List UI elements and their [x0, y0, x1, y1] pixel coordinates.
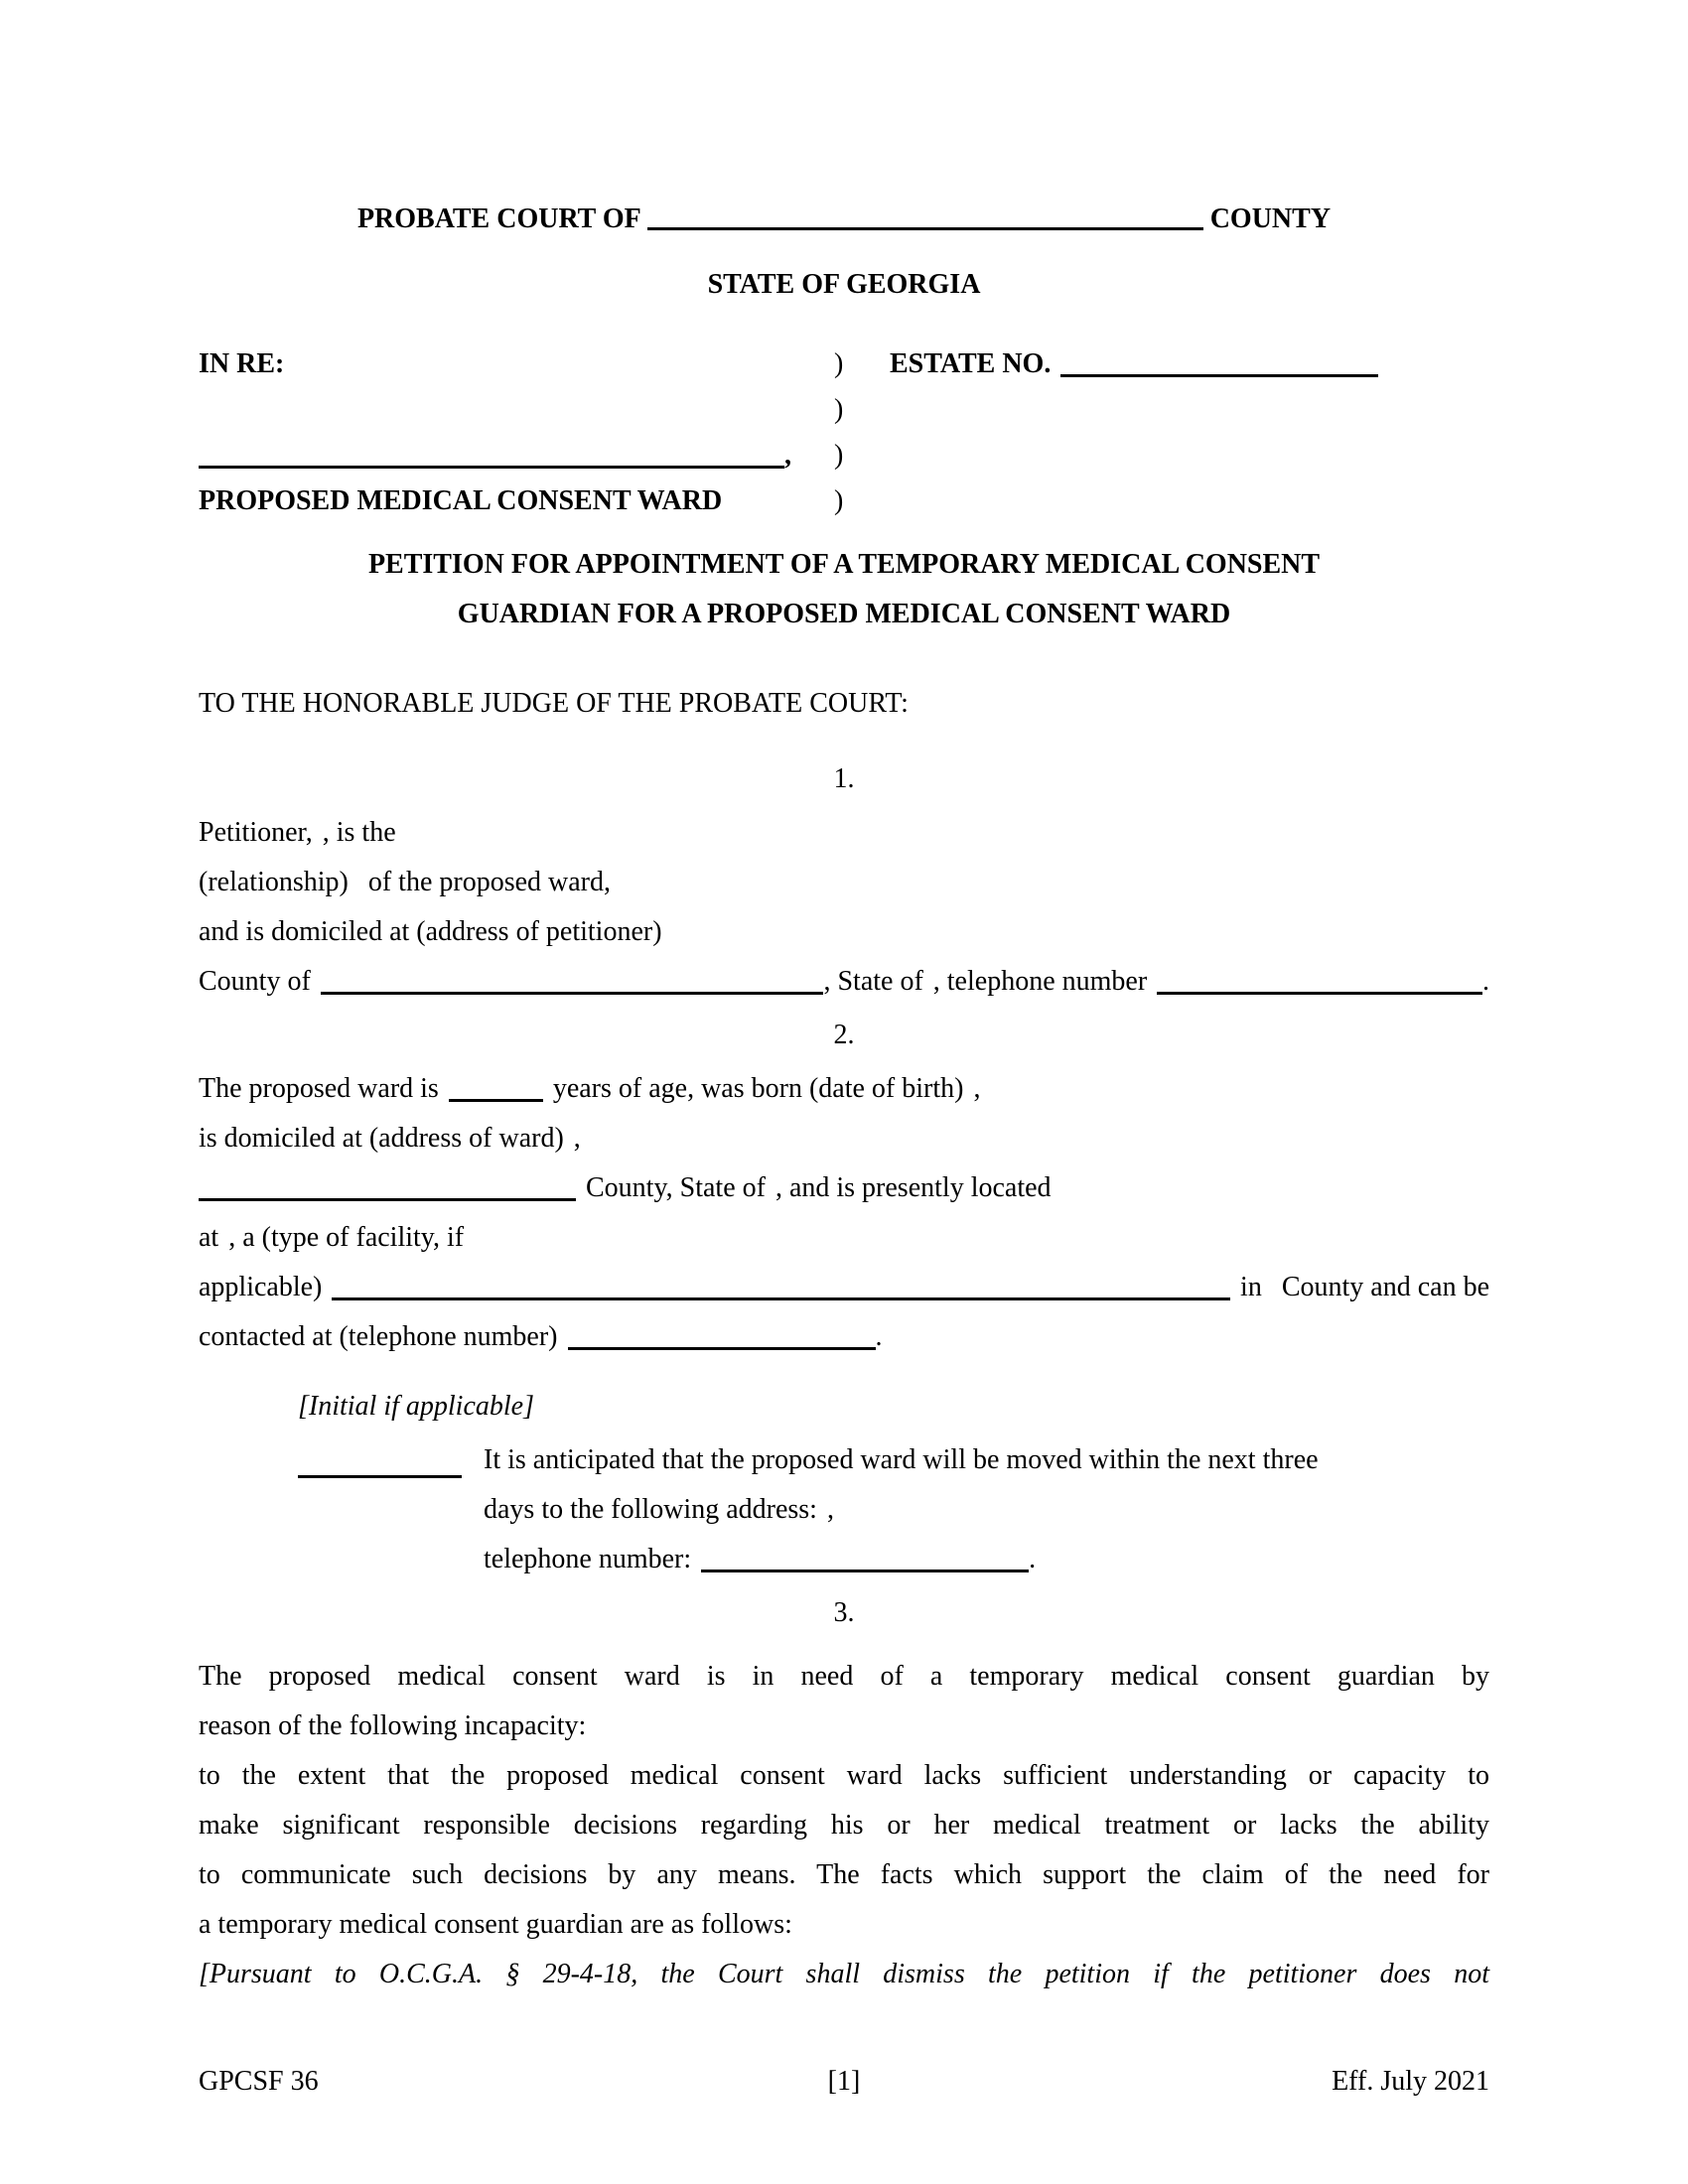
- initial-text-line-2: [484, 1485, 1489, 1535]
- paren-4: ): [834, 485, 844, 516]
- s3-line-6: a temporary medical consent guardian are as follows:: [199, 1909, 792, 1940]
- document-title: [199, 540, 1489, 639]
- move-phone-period: .: [1029, 1544, 1037, 1574]
- s2-l4-text-b: , a (type of facility, if: [228, 1222, 465, 1253]
- s3-line-5: to communicate such decisions by any means. The facts which support the claim of the need for: [199, 1859, 1489, 1890]
- move-address-label: days to the following address:: [484, 1494, 817, 1525]
- s2-l3-text-b: , and is presently located: [774, 1172, 1052, 1203]
- s2-l1-text-c: ,: [973, 1073, 981, 1104]
- section-2-number: 2.: [833, 1020, 855, 1050]
- title-line-1: PETITION FOR APPOINTMENT OF A TEMPORARY MEDICAL CONSENT: [367, 549, 1321, 580]
- petitioner-phone-field[interactable]: [1157, 992, 1482, 995]
- initial-statement-text: [484, 1435, 1489, 1584]
- s2-line-3: [199, 1163, 1489, 1213]
- ward-age-field[interactable]: [449, 1099, 543, 1102]
- move-phone-field[interactable]: [701, 1570, 1029, 1572]
- s2-l4-text-a: at: [199, 1222, 219, 1253]
- s2-l3-text-a: County, State of: [586, 1172, 766, 1203]
- s3-line-4: make significant responsible decisions regarding his or her medical treatment or lacks the ability: [199, 1810, 1489, 1841]
- ward-county-field[interactable]: [199, 1198, 576, 1201]
- ward-name-field[interactable]: [199, 466, 784, 469]
- initial-text-line-3: [484, 1535, 1489, 1584]
- s1-line-3: [199, 907, 1489, 957]
- effective-date: Eff. July 2021: [1332, 2066, 1489, 2097]
- s2-line-4: [199, 1213, 1489, 1263]
- caption-left-1: [199, 341, 834, 387]
- s1-l4-text-a: County of: [199, 966, 311, 997]
- caption-row-1: [199, 341, 1489, 387]
- case-caption: [199, 341, 1489, 524]
- move-phone-label: telephone number:: [484, 1544, 692, 1574]
- s2-line-6: [199, 1312, 1489, 1362]
- s1-l4-text-d: .: [1482, 966, 1490, 997]
- section-1-paragraph: [199, 808, 1489, 1007]
- initial-statement-block: [199, 1435, 1489, 1584]
- estate-no-field[interactable]: [1060, 374, 1378, 377]
- in-re-label: IN RE:: [199, 348, 285, 379]
- s2-line-1: [199, 1064, 1489, 1114]
- ward-caption-label: PROPOSED MEDICAL CONSENT WARD: [199, 485, 723, 516]
- section-2-paragraph: [199, 1064, 1489, 1362]
- estate-no-label: ESTATE NO.: [890, 348, 1052, 379]
- section-1-number: 1.: [833, 763, 855, 794]
- s2-l5-text-b: in: [1240, 1272, 1262, 1302]
- s2-l1-text-b: years of age, was born (date of birth): [552, 1073, 964, 1104]
- court-header-line: [199, 195, 1489, 244]
- s3-line-2: [199, 1702, 1489, 1751]
- s3-line-3: to the extent that the proposed medical consent ward lacks sufficient understanding or capacity to: [199, 1760, 1489, 1791]
- section-3-number: 3.: [833, 1597, 855, 1628]
- form-number: GPCSF 36: [199, 2066, 319, 2097]
- s2-l6-text-b: .: [875, 1321, 883, 1352]
- salutation: TO THE HONORABLE JUDGE OF THE PROBATE COURT:: [199, 688, 909, 719]
- paren-2: ): [834, 394, 844, 425]
- ward-phone-field[interactable]: [568, 1347, 876, 1350]
- s1-line-1: [199, 808, 1489, 858]
- s2-line-5: [199, 1263, 1489, 1312]
- s1-l4-text-b: , State of: [823, 966, 923, 997]
- s2-l5-text-a: applicable): [199, 1272, 323, 1302]
- caption-right-1: [874, 341, 1489, 387]
- court-prefix-text: PROBATE COURT OF: [356, 204, 640, 234]
- petitioner-county-field[interactable]: [321, 992, 824, 995]
- s2-l5-text-c: County and can be: [1281, 1272, 1489, 1302]
- s1-l1-text-a: Petitioner,: [199, 817, 313, 848]
- s2-line-2: [199, 1114, 1489, 1163]
- s2-l2-text-a: is domiciled at (address of ward): [199, 1123, 564, 1154]
- court-county-text: COUNTY: [1209, 204, 1332, 234]
- facility-type-field[interactable]: [332, 1297, 1230, 1300]
- county-name-field[interactable]: [647, 225, 1203, 230]
- incapacity-label: reason of the following incapacity:: [199, 1710, 587, 1741]
- s1-l4-text-c: , telephone number: [932, 966, 1148, 997]
- page-number: [1]: [827, 2066, 861, 2097]
- paren-3: ): [834, 440, 844, 471]
- s3-line-1: The proposed medical consent ward is in need of a temporary medical consent guardian by: [199, 1661, 1489, 1692]
- s2-l1-text-a: The proposed ward is: [199, 1073, 439, 1104]
- paren-1: ): [834, 348, 844, 379]
- caption-left-4: [199, 478, 834, 524]
- initial-text-line-1: It is anticipated that the proposed ward will be moved within the next three: [484, 1444, 1319, 1475]
- page-footer: [0, 2057, 1688, 2107]
- s1-l2-text-a: (relationship): [199, 867, 349, 897]
- ward-name-comma: ,: [784, 440, 791, 471]
- s2-l2-text-b: ,: [573, 1123, 581, 1154]
- s1-line-4: [199, 957, 1489, 1007]
- caption-row-2: [199, 387, 1489, 433]
- s1-l2-text-b: of the proposed ward,: [367, 867, 611, 897]
- title-line-2: GUARDIAN FOR A PROPOSED MEDICAL CONSENT WARD: [457, 599, 1231, 629]
- initial-if-applicable-label: [Initial if applicable]: [298, 1391, 534, 1422]
- caption-left-3: [199, 433, 834, 478]
- s1-l3-text-a: and is domiciled at (address of petitioner): [199, 916, 662, 947]
- s1-l1-text-b: , is the: [322, 817, 396, 848]
- caption-row-4: [199, 478, 1489, 524]
- section-3-paragraph: [199, 1652, 1489, 1999]
- initials-field[interactable]: [298, 1475, 462, 1478]
- s1-line-2: [199, 858, 1489, 907]
- s3-statute-note: [Pursuant to O.C.G.A. § 29-4-18, the Court shall dismiss the petition if the petitioner does not: [199, 1959, 1489, 1989]
- state-header-line: STATE OF GEORGIA: [707, 269, 981, 300]
- s2-l6-text-a: contacted at (telephone number): [199, 1321, 558, 1352]
- move-address-comma: ,: [826, 1494, 834, 1525]
- caption-row-3: [199, 433, 1489, 478]
